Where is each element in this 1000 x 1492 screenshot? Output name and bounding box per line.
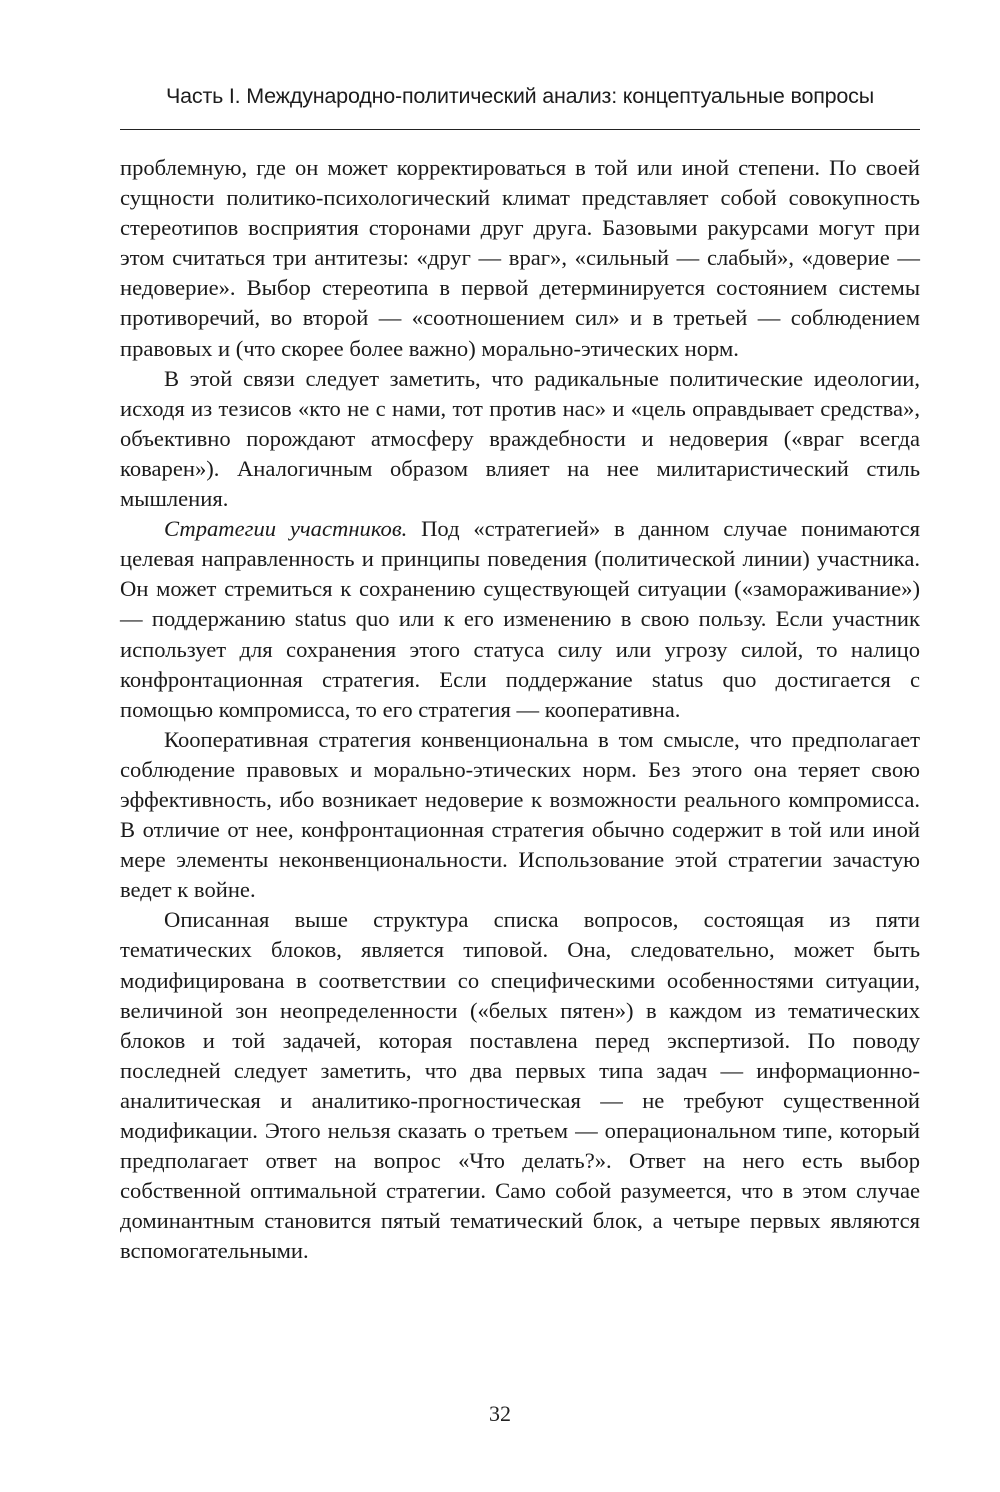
paragraph-4 [120,725,920,906]
body-text [120,153,920,1266]
paragraph-2 [120,364,920,514]
running-head: Часть I. Международно-политический анализ: концептуальные вопросы [166,84,874,108]
paragraph-1-text: проблемную, где он может корректироваться в той или иной степени. По своей сущности политико-психологический климат представляет собой совокупность стереотипов восприятия сторонами друг друга. Базовыми ракурсами могут при этом считаться три антитезы: «друг — враг», «сильный — слабый», «доверие — недоверие». Выбор стереотипа в первой детерминируется состоянием системы противоречий, во второй — «соотношением сил» и в третьей — соблюдением правовых и (что скорее более важно) морально-этических норм. [120,155,920,361]
header-rule [120,129,920,130]
paragraph-5 [120,905,920,1266]
paragraph-3-lead: Стратегии участников. [164,516,408,542]
page-number: 32 [489,1401,511,1426]
paragraph-5-text: Описанная выше структура списка вопросов, состоящая из пяти тематических блоков, является типовой. Она, следовательно, может быть модифицирована в соответствии со специфическими особенностями ситуации, величиной зон неопределенности («белых пятен») в каждом из тематических блоков и той задачей, которая поставлена перед экспертизой. По поводу последней следует заметить, что два первых типа задач — информационно-аналитическая и аналитико-прогностическая — не требуют существенной модификации. Этого нельзя сказать о третьем — операциональном типе, который предполагает ответ на вопрос «Что делать?». Ответ на него есть выбор собственной оптимальной стратегии. Само собой разумеется, что в этом случае доминантным становится пятый тематический блок, а четыре первых являются вспомогательными. [120,907,920,1264]
paragraph-4-text: Кооперативная стратегия конвенциональна в том смысле, что предполагает соблюдение правовых и морально-этических норм. Без этого она теряет свою эффективность, ибо возникает недоверие к возможности реального компромисса. В отличие от нее, конфронтационная стратегия обычно содержит в той или иной мере элементы неконвенциональности. Использование этой стратегии зачастую ведет к войне. [120,726,920,903]
paragraph-2-text: В этой связи следует заметить, что радикальные политические идеологии, исходя из тезисов «кто не с нами, тот против нас» и «цель оправдывает средства», объективно порождают атмосферу враждебности и недоверия («враг всегда коварен»). Аналогичным образом влияет на нее милитаристический стиль мышления. [120,365,920,512]
paragraph-1 [120,153,920,364]
paragraph-3 [120,514,920,725]
paragraph-3-text: Под «стратегией» в данном случае понимаются целевая направленность и принципы поведения (политической линии) участника. Он может стремиться к сохранению существующей ситуации («замораживание») — поддержанию status quo или к его изменению в свою пользу. Если участник использует для сохранения этого статуса силу или угрозу силой, то налицо конфронтационная стратегия. Если поддержание status quo достигается с помощью компромисса, то его стратегия — кооперативна. [120,516,920,722]
